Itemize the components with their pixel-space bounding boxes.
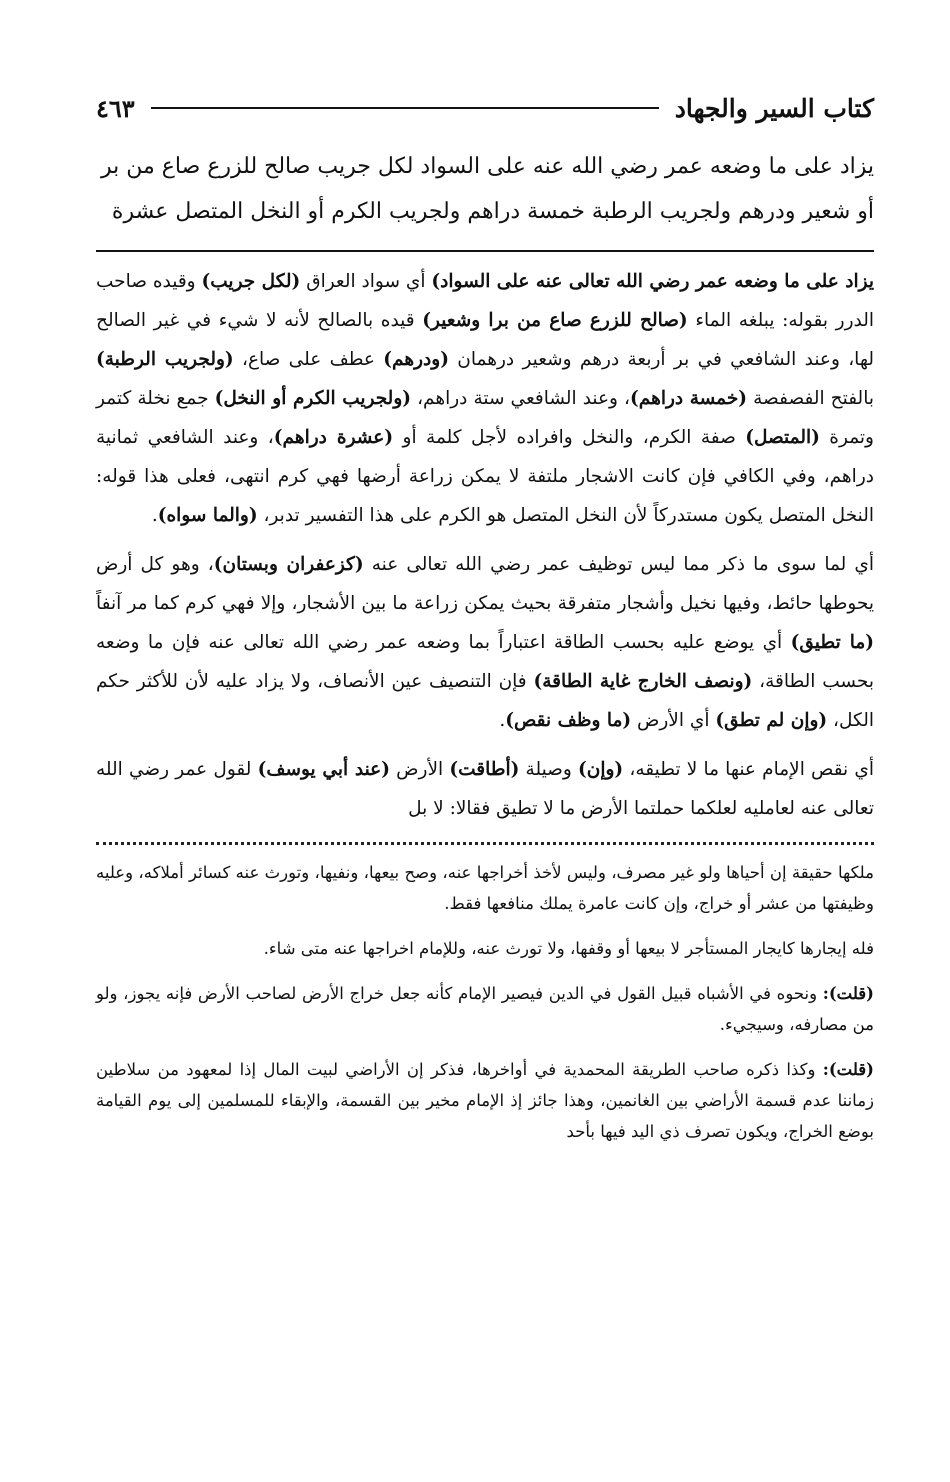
footnote-paragraph: فله إيجارها كايجار المستأجر لا بيعها أو وقفها، ولا تورث عنه، وللإمام اخراجها عنه متى شاء. [263, 939, 874, 958]
quoted-phrase: (صالح للزرع صاع من برا وشعير) [422, 310, 688, 331]
commentary-text: جمع نخلة كتمر وتمرة [96, 388, 874, 448]
header-rule [151, 107, 659, 109]
quoted-phrase: (ودرهم) [383, 349, 449, 370]
quoted-phrase: (ولجريب الكرم أو النخل) [214, 388, 412, 409]
separator-rule [96, 250, 874, 252]
commentary-text: وصيلة [519, 759, 579, 780]
main-text [96, 144, 874, 234]
quoted-phrase: (ما تطيق) [790, 632, 874, 653]
quoted-phrase: (ما وظف نقص) [505, 710, 632, 731]
book-page [96, 88, 874, 1161]
quoted-phrase: (وإن) [578, 759, 624, 780]
commentary-text: صفة الكرم، والنخل وافراده لأجل كلمة أو [393, 427, 746, 448]
commentary-text: . [151, 505, 158, 526]
quoted-phrase: (ولجريب الرطبة) [96, 349, 234, 370]
commentary-text: قيده بالصالح لأنه لا شيء في غير الصالح لها، وعند الشافعي في بر أربعة درهم وشعير درهمان [96, 310, 874, 370]
commentary-text: . [499, 710, 506, 731]
commentary [96, 262, 874, 828]
footnote-paragraph [96, 1054, 874, 1147]
quoted-phrase: (عند أبي يوسف) [257, 759, 390, 780]
commentary-text: لقول عمر رضي الله تعالى عنه لعامليه لعلكما حملتما الأرض ما لا تطيق فقالا: لا بل [96, 759, 874, 819]
main-text-line: يزاد على ما وضعه عمر رضي الله عنه على السواد لكل جريب صالح للزرع صاع من بر [101, 154, 874, 179]
quoted-phrase: (ونصف الخارج غاية الطاقة) [533, 671, 753, 692]
footnote-label: (قلت): [822, 984, 874, 1003]
footnote-paragraph: ملكها حقيقة إن أحياها ولو غير مصرف، وليس لأخذ أخراجها عنه، وصح بيعها، ونفيها، وتورث عنه كسائر أملاكه، وعليه وظيفتها من عشر أو خراج، وإن كانت عامرة يملك منافعها فقط. [96, 863, 874, 913]
commentary-paragraph [96, 262, 874, 535]
commentary-text: الأرض [389, 759, 450, 780]
running-header [96, 88, 874, 128]
quoted-phrase: (وإن لم تطق) [715, 710, 828, 731]
commentary-text: أي سواد العراق [300, 271, 432, 292]
commentary-paragraph [96, 750, 874, 828]
footnote-text: ونحوه في الأشباه قبيل القول في الدين فيصير الإمام كأنه جعل خراج الأرض لصاحب الأرض فإنه يجوز، ولو من مصارفه، وسيجيء. [96, 984, 874, 1034]
commentary-text: ، وعند الشافعي ثمانية دراهم، وفي الكافي فإن كانت الاشجار ملتفة لا يمكن زراعة أرضها فهي كرم انتهى، فعلى هذا قوله: النخل المتصل يكون مستدركاً لأن النخل المتصل هو الكرم على هذا التفسير تدبر، [96, 427, 874, 526]
commentary-text: أي الأرض [631, 710, 716, 731]
main-text-line: أو شعير ودرهم ولجريب الرطبة خمسة دراهم ولجريب الكرم أو النخل المتصل عشرة [111, 199, 874, 224]
footnote-text: وكذا ذكره صاحب الطريقة المحمدية في أواخرها، فذكر إن الأراضي لبيت المال إذا لمعهود من سلاطين زماننا عدم قسمة الأراضي بين الغانمين، وهذا جائز إذ الإمام مخير بين القسمة، والإبقاء للمسلمين إلى يوم القيامة بوضع الخراج، ويكون تصرف ذي اليد فيها بأحد [96, 1060, 874, 1141]
commentary-text: أي لما سوى ما ذكر مما ليس توظيف عمر رضي الله تعالى عنه [363, 554, 874, 575]
footnote-label: (قلت): [822, 1060, 874, 1079]
footnote-paragraph [96, 978, 874, 1040]
quoted-phrase: (عشرة دراهم) [273, 427, 394, 448]
quoted-phrase: (والما سواه) [157, 505, 258, 526]
page-number: ٤٦٣ [96, 93, 135, 123]
quoted-phrase: (المتصل) [745, 427, 820, 448]
quoted-phrase: (لكل جريب) [201, 271, 301, 292]
header-title: كتاب السير والجهاد [674, 93, 874, 123]
quoted-phrase: (كزعفران وبستان) [213, 554, 364, 575]
commentary-text: ، وعند الشافعي ستة دراهم، [411, 388, 630, 409]
commentary-text: عطف على صاع، [233, 349, 384, 370]
quoted-phrase: (أطاقت) [449, 759, 520, 780]
commentary-text: أي نقص الإمام عنها ما لا تطيقه، [623, 759, 875, 780]
commentary-text: بالفتح الفصفصة [747, 388, 874, 409]
commentary-text: وقيده صاحب الدرر بقوله: يبلغه الماء [96, 271, 874, 331]
quoted-phrase: يزاد على ما وضعه عمر رضي الله تعالى عنه على السواد) [431, 271, 874, 292]
commentary-text: ، وهو كل أرض يحوطها حائط، وفيها نخيل وأشجار متفرقة بحيث يمكن زراعة ما بين الأشجار، وإلا فهي كرم كما مر آنفاً [96, 554, 874, 614]
commentary-paragraph [96, 545, 874, 740]
footnote-separator [96, 842, 874, 845]
quoted-phrase: (خمسة دراهم) [630, 388, 748, 409]
commentary-text: أي يوضع عليه بحسب الطاقة اعتباراً بما وضعه عمر رضي الله تعالى عنه فإن ما وضعه بحسب الطاقة، [96, 632, 874, 692]
footnotes [96, 857, 874, 1147]
commentary-text: فإن التنصيف عين الأنصاف، ولا يزاد عليه لأن للأكثر حكم الكل، [96, 671, 874, 731]
